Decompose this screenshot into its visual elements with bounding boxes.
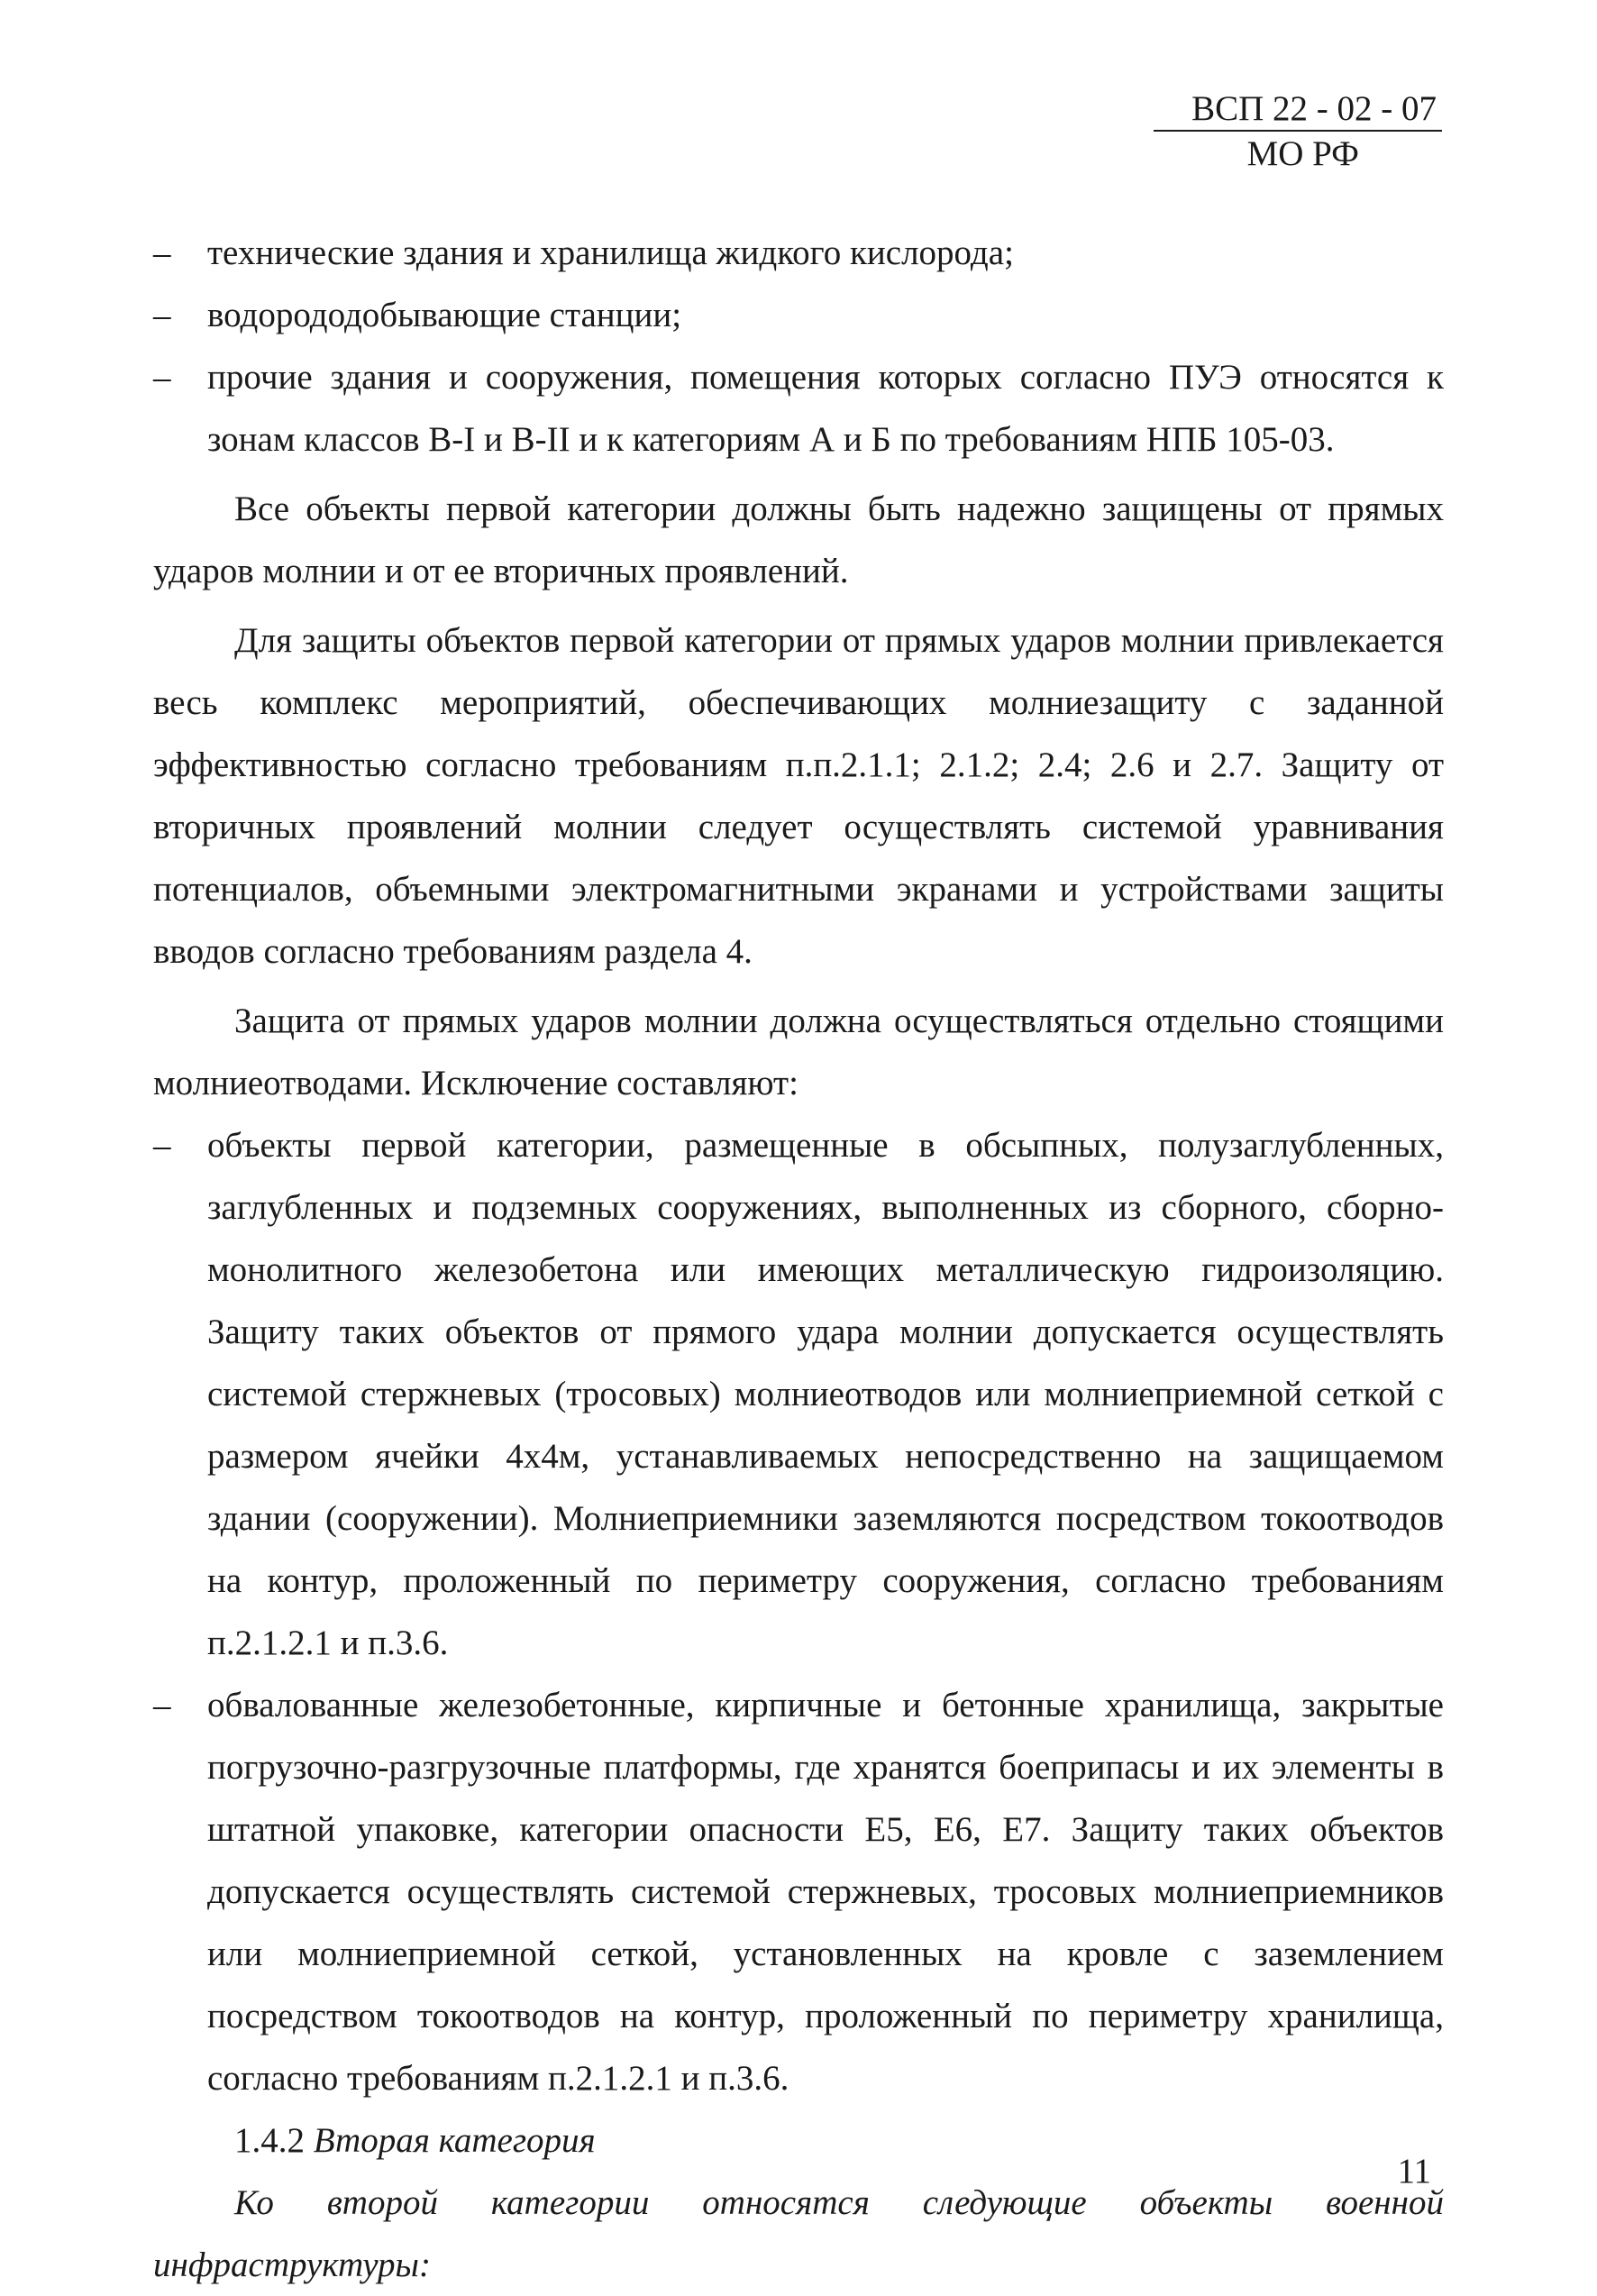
dash-marker: – [153, 1126, 171, 1165]
paragraph: Защита от прямых ударов молнии должна осуществляться отдельно стоящими молниеотводами. Исключение составляют: [153, 1002, 1444, 1102]
list-item [153, 1114, 1444, 1674]
paragraph: Для защиты объектов первой категории от прямых ударов молнии привлекается весь комплекс мероприятий, обеспечивающих молниезащиту с заданной эффективностью согласно требованиям п.п.2.1.1; 2.1.2; 2.4; 2.6 и 2.7. Защиту от вторичных проявлений молнии следует осуществлять системой уравнивания потенциалов, объемными электромагнитными экранами и устройствами защиты вводов согласно требованиям раздела 4. [153, 621, 1444, 971]
paragraph: Все объекты первой категории должны быть надежно защищены от прямых ударов молнии и от ее вторичных проявлений. [153, 489, 1444, 590]
list-item-text: обвалованные железобетонные, кирпичные и бетонные хранилища, закрытые погрузочно-разгрузочные платформы, где хранятся боеприпасы и их элементы в штатной упаковке, категории опасности Е5, Е6, Е7. Защиту таких объектов допускается осуществлять системой стержневых, тросовых молниеприемников или молниеприемной сеткой, установленных на кровле с заземлением посредством токоотводов на контур, проложенный по периметру хранилища, согласно требованиям п.2.1.2.1 и п.3.6. [207, 1686, 1444, 2098]
page-number: 11 [1397, 2152, 1431, 2191]
section-title: Вторая категория [313, 2121, 596, 2160]
organization-label: МО РФ [1246, 134, 1359, 173]
list-item [153, 346, 1444, 471]
section-number: 1.4.2 [234, 2121, 305, 2160]
dash-marker: – [153, 296, 171, 334]
document-header [1154, 88, 1442, 177]
section-intro: Ко второй категории относятся следующие объекты военной инфраструктуры: [153, 2183, 1444, 2284]
list-item [153, 222, 1444, 284]
dash-marker: – [153, 1686, 171, 1724]
standard-code: ВСП 22 - 02 - 07 [1154, 88, 1442, 132]
section-heading [153, 2109, 1444, 2172]
list-item-text: технические здания и хранилища жидкого кислорода; [207, 233, 1014, 272]
dash-marker: – [153, 358, 171, 397]
list-item-text: объекты первой категории, размещенные в обсыпных, полузаглубленных, заглубленных и подземных сооружениях, выполненных из сборного, сборно-монолитного железобетона или имеющих металлическую гидроизоляцию. Защиту таких объектов от прямого удара молнии допускается осуществлять системой стержневых (тросовых) молниеотводов или молниеприемной сеткой с размером ячейки 4х4м, устанавливаемых непосредственно на защищаемом здании (сооружении). Молниеприемники заземляются посредством токоотводов на контур, проложенный по периметру сооружения, согласно требованиям п.2.1.2.1 и п.3.6. [207, 1126, 1444, 1662]
list-item [153, 1674, 1444, 2109]
dash-marker: – [153, 233, 171, 272]
list-item [153, 284, 1444, 346]
list-item-text: водорододобывающие станции; [207, 296, 682, 334]
document-body [153, 222, 1444, 2296]
list-item-text: прочие здания и сооружения, помещения которых согласно ПУЭ относятся к зонам классов В-I и В-II и к категориям А и Б по требованиям НПБ 105-03. [207, 358, 1444, 459]
